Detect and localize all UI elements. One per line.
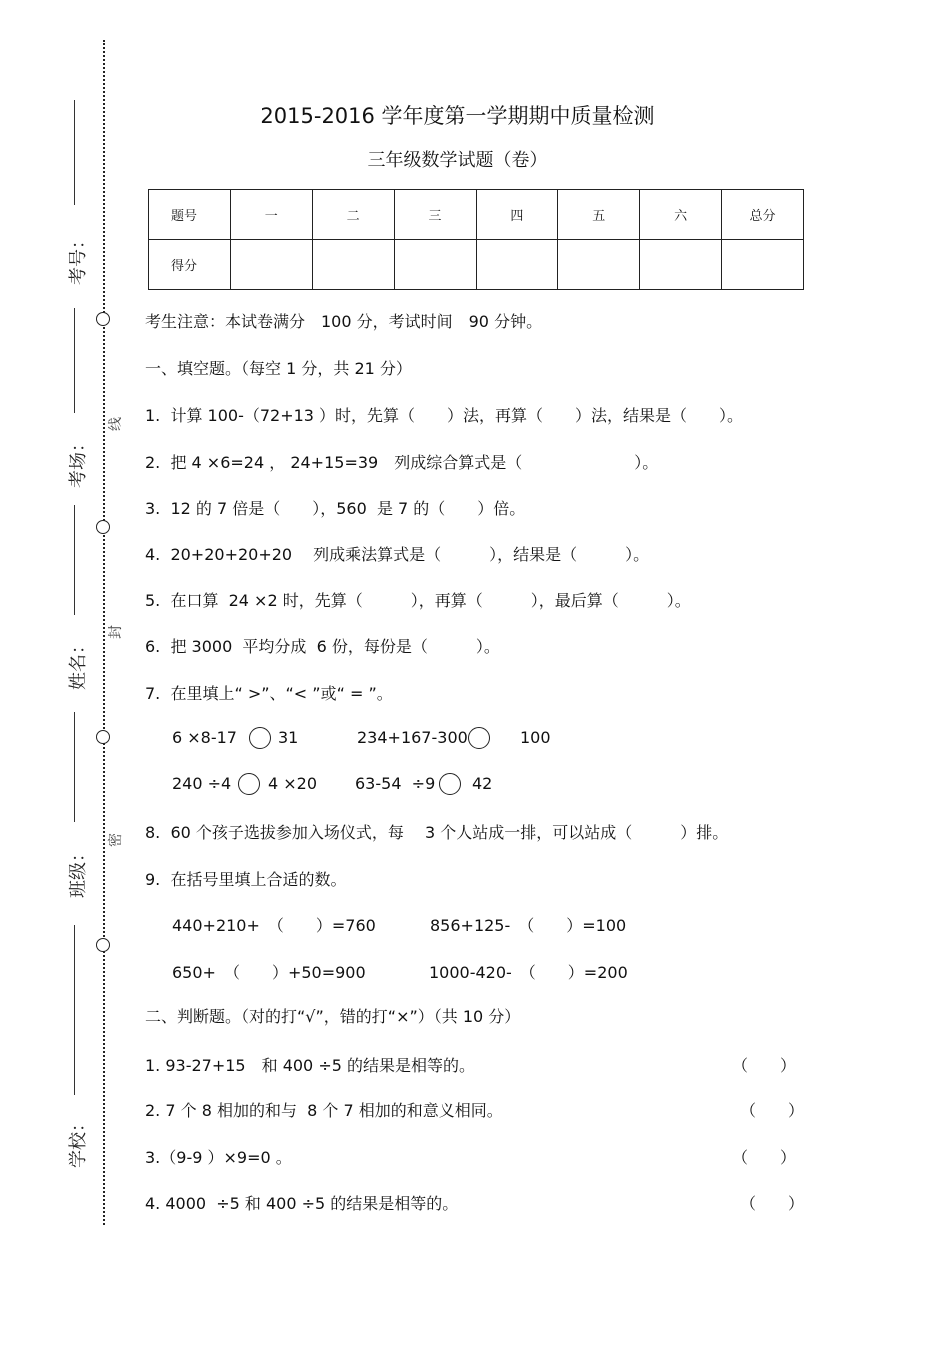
compare-circle[interactable] <box>439 773 461 795</box>
q7-a-left: 6 ×8-17 <box>172 728 237 747</box>
score-cell[interactable] <box>312 240 394 290</box>
compare-circle[interactable] <box>238 773 260 795</box>
q9-d: 1000-420- （ ）=200 <box>429 963 628 982</box>
score-cell[interactable] <box>640 240 722 290</box>
binding-ring <box>96 730 110 744</box>
compare-circle[interactable] <box>249 727 271 749</box>
question-9: 9. 在括号里填上合适的数。 <box>145 870 347 889</box>
q7-d-left: 63-54 ÷9 <box>355 774 436 793</box>
table-header-cell: 总分 <box>722 190 804 240</box>
exam-no-label: 考号： <box>68 231 89 285</box>
compare-circle[interactable] <box>468 727 490 749</box>
q7-b-left: 234+167-300 <box>357 728 468 747</box>
page-subtitle: 三年级数学试题（卷） <box>367 150 548 171</box>
score-cell[interactable] <box>476 240 558 290</box>
exam-room-underline <box>74 308 75 413</box>
q9-b: 856+125- （ ）=100 <box>430 916 627 935</box>
name-label: 姓名： <box>68 636 89 690</box>
judge-item-answer[interactable]: （ ） <box>740 1194 805 1213</box>
class-underline <box>74 712 75 822</box>
section1-heading: 一、填空题。（每空 1 分，共 21 分） <box>145 359 412 378</box>
section2-heading: 二、判断题。（对的打“√”，错的打“×”）（共 10 分） <box>145 1007 521 1026</box>
q7-c-right: 4 ×20 <box>268 774 318 793</box>
table-header-cell: 四 <box>476 190 558 240</box>
seal-char-xian: 线 <box>108 417 124 431</box>
question-1: 1. 计算 100-（72+13 ）时，先算（ ）法，再算（ ）法，结果是（ ）。 <box>145 406 744 425</box>
q7-a-right: 31 <box>278 728 299 747</box>
exam-room-label: 考场： <box>68 434 89 488</box>
question-8: 8. 60 个孩子选拔参加入场仪式，每 3 个人站成一排，可以站成（ ）排。 <box>145 823 729 842</box>
table-row-label: 得分 <box>149 240 231 290</box>
question-5: 5. 在口算 24 ×2 时，先算（ ），再算（ ），最后算（ ）。 <box>145 591 691 610</box>
class-label: 班级： <box>68 844 89 898</box>
question-4: 4. 20+20+20+20 列成乘法算式是（ ），结果是（ ）。 <box>145 545 650 564</box>
table-header-cell: 一 <box>230 190 312 240</box>
seal-char-feng: 封 <box>108 625 124 639</box>
score-table-score-row <box>149 240 804 290</box>
exam-notice: 考生注意：本试卷满分 100 分，考试时间 90 分钟。 <box>145 312 543 331</box>
judge-item-answer[interactable]: （ ） <box>732 1056 797 1075</box>
q9-a: 440+210+ （ ）=760 <box>172 916 376 935</box>
judge-item-text: 2. 7 个 8 相加的和与 8 个 7 相加的和意义相同。 <box>145 1101 503 1120</box>
table-header-cell: 三 <box>394 190 476 240</box>
q9-c: 650+ （ ）+50=900 <box>172 963 366 982</box>
table-header-cell: 五 <box>558 190 640 240</box>
judge-item-answer[interactable]: （ ） <box>740 1101 805 1120</box>
score-table-header-row <box>149 190 804 240</box>
seal-char-mi: 密 <box>108 833 124 847</box>
judge-item-text: 1. 93-27+15 和 400 ÷5 的结果是相等的。 <box>145 1056 475 1075</box>
table-header-cell: 六 <box>640 190 722 240</box>
question-7: 7. 在里填上“ >”、“< ”或“ = ”。 <box>145 684 393 703</box>
score-cell[interactable] <box>230 240 312 290</box>
judge-item-text: 3.（9-9 ）×9=0 。 <box>145 1148 292 1167</box>
judge-item-answer[interactable]: （ ） <box>732 1148 797 1167</box>
page-title: 2015-2016 学年度第一学期期中质量检测 <box>260 104 655 128</box>
binding-ring <box>96 938 110 952</box>
score-cell[interactable] <box>558 240 640 290</box>
score-cell[interactable] <box>722 240 804 290</box>
q7-b-right: 100 <box>520 728 551 747</box>
score-cell[interactable] <box>394 240 476 290</box>
score-table <box>148 189 804 290</box>
name-underline <box>74 505 75 615</box>
question-3: 3. 12 的 7 倍是（ ），560 是 7 的（ ）倍。 <box>145 499 526 518</box>
q7-d-right: 42 <box>472 774 493 793</box>
table-header-cell: 二 <box>312 190 394 240</box>
question-2: 2. 把 4 ×6=24 ， 24+15=39 列成综合算式是（ ）。 <box>145 453 659 472</box>
school-label: 学校： <box>68 1114 89 1168</box>
judge-item-text: 4. 4000 ÷5 和 400 ÷5 的结果是相等的。 <box>145 1194 459 1213</box>
school-underline <box>74 925 75 1095</box>
binding-ring <box>96 520 110 534</box>
table-header-cell: 题号 <box>149 190 231 240</box>
binding-ring <box>96 312 110 326</box>
q7-c-left: 240 ÷4 <box>172 774 232 793</box>
question-6: 6. 把 3000 平均分成 6 份，每份是（ ）。 <box>145 637 500 656</box>
